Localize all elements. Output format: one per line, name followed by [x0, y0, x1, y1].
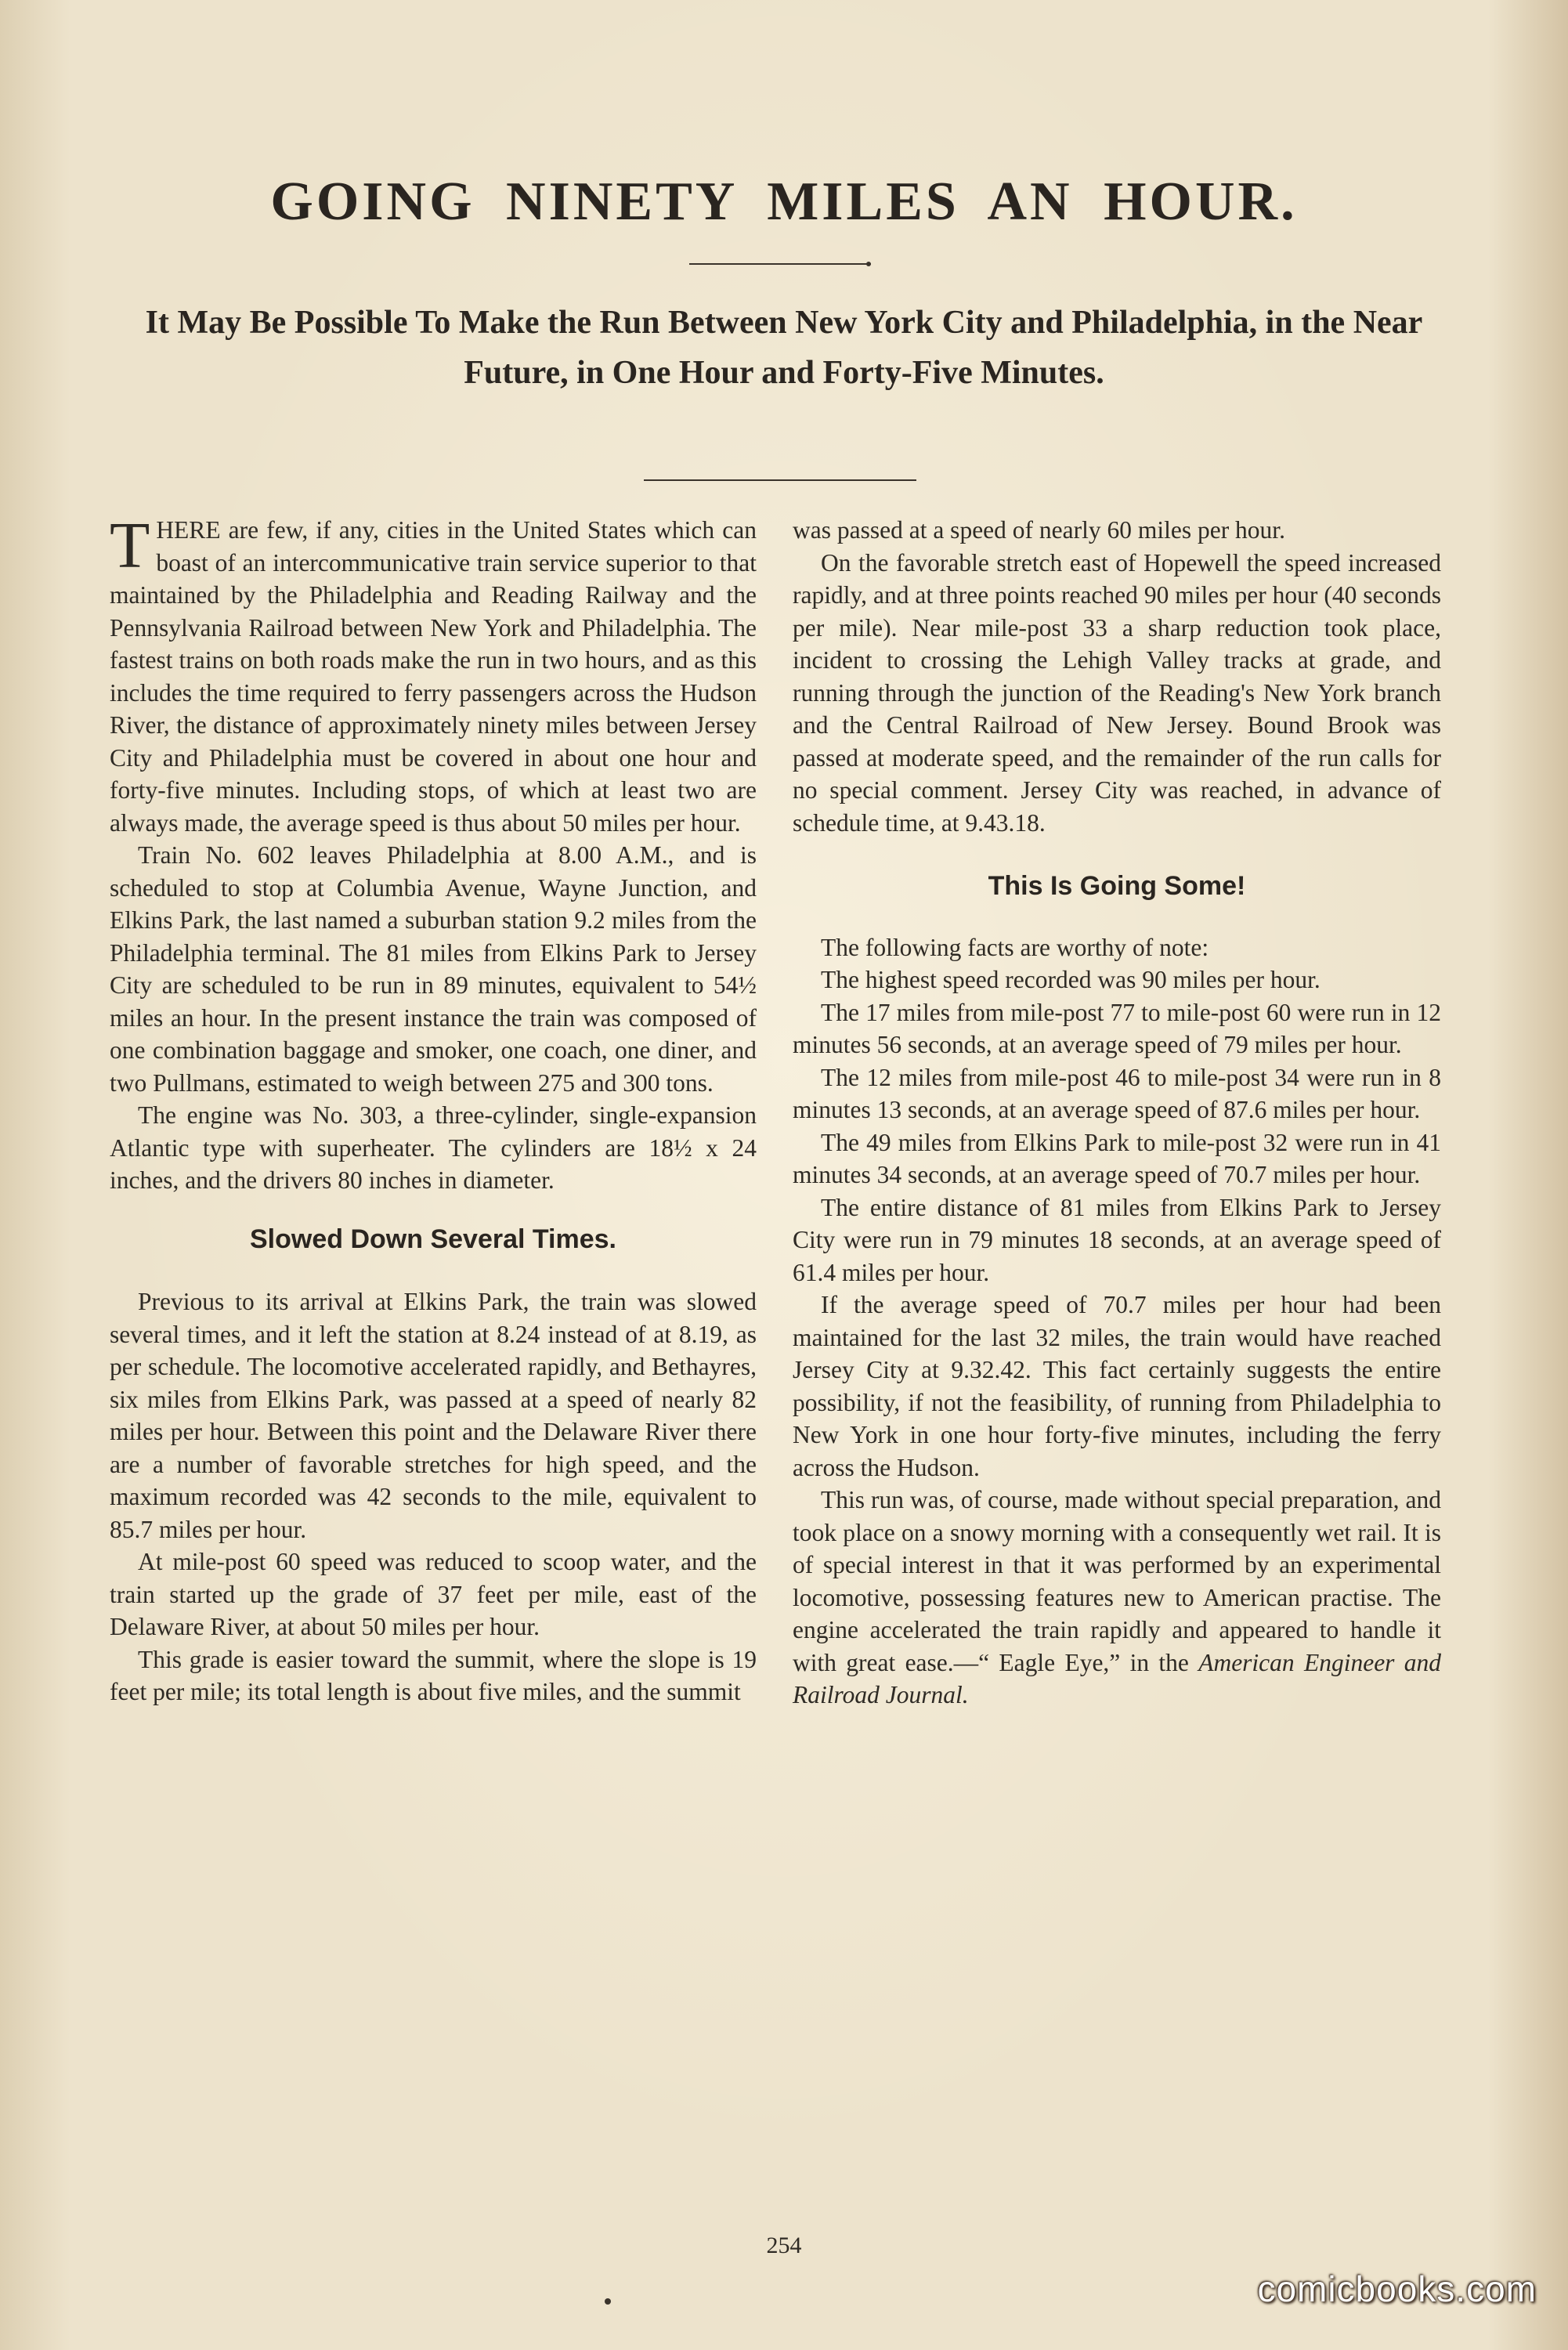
paragraph: At mile-post 60 speed was reduced to scoop water, and the train started up the grade of 37 feet per mile, east of the Delaware River, at about 50 miles per hour. — [110, 1548, 757, 1640]
paragraph: This grade is easier toward the summit, where the slope is 19 feet per mile; its total length is about five miles, and the summit — [110, 1645, 757, 1705]
paragraph: The 17 miles from mile-post 77 to mile-post 60 were run in 12 minutes 56 seconds, at an average speed of 79 miles per hour. — [793, 998, 1441, 1058]
watermark: comicbooks.com — [1257, 2269, 1537, 2309]
paragraph: The engine was No. 303, a three-cylinder, single-expansion Atlantic type with superheater. The cylinders are 18½ x 24 inches, and the drivers 80 inches in diameter. — [110, 1101, 757, 1194]
paragraph: was passed at a speed of nearly 60 miles per hour. — [793, 516, 1285, 544]
paragraph: This run was, of course, made without special preparation, and took place on a snowy morning with a consequently wet rail. It is of special interest in that it was performed by an experimental locomotive, possessing features new to American practise. The engine accelerated the train rapidly and appeared to handle it with great ease.—“ Eagle Eye,” in the American Engineer and Railroad Journal. — [793, 1486, 1441, 1708]
page-number: 254 — [766, 2232, 802, 2258]
print-mark — [605, 2298, 611, 2305]
section-heading: Slowed Down Several Times. — [250, 1224, 616, 1254]
paragraph: The 49 miles from Elkins Park to mile-post 32 were run in 41 minutes 34 seconds, at an average speed of 70.7 miles per hour. — [793, 1128, 1441, 1188]
subtitle-divider — [644, 479, 916, 481]
right-column — [793, 514, 1441, 1712]
paragraph: The 12 miles from mile-post 46 to mile-post 34 were run in 8 minutes 13 seconds, at an average speed of 87.6 miles per hour. — [793, 1063, 1441, 1123]
section-heading: This Is Going Some! — [988, 871, 1246, 901]
drop-cap: T — [110, 509, 150, 582]
source-citation: American Engineer and Railroad Journal. — [793, 1648, 1441, 1708]
article-title: GOING NINETY MILES AN HOUR. — [270, 172, 1298, 232]
paragraph: THERE are few, if any, cities in the United States which can boast of an intercommunicative train service superior to that maintained by the Philadelphia and Reading Railway and the Pennsylvania Railroad between New York and Philadelphia. The fastest trains on both roads make the run in two hours, and as this includes the time required to ferry passengers across the Hudson River, the distance of approximately ninety miles between Jersey City and Philadelphia must be covered in about one hour and forty-five minutes. Including stops, of which at least two are always made, the average speed is thus about 50 miles per hour. — [110, 509, 757, 837]
paragraph: If the average speed of 70.7 miles per hour had been maintained for the last 32 miles, the train would have reached Jersey City at 9.32.42. This fact certainly suggests the entire possibility, if not the feasibility, of running from Philadelphia to New York in one hour forty-five minutes, including the ferry across the Hudson. — [793, 1291, 1441, 1481]
paragraph: The highest speed recorded was 90 miles per hour. — [821, 966, 1321, 993]
paragraph: The entire distance of 81 miles from Elkins Park to Jersey City were run in 79 minutes 18 seconds, at an average speed of 61.4 miles per hour. — [793, 1193, 1441, 1286]
title-divider — [689, 263, 871, 265]
article-subtitle: It May Be Possible To Make the Run Between New York City and Philadelphia, in the Near Future, in One Hour and Forty-Five Minutes. — [145, 305, 1423, 391]
paragraph: Train No. 602 leaves Philadelphia at 8.00 A.M., and is scheduled to stop at Columbia Avenue, Wayne Junction, and Elkins Park, the last named a suburban station 9.2 miles from the Philadelphia terminal. The 81 miles from Elkins Park to Jersey City are scheduled to be run in 89 minutes, equivalent to 54½ miles an hour. In the present instance the train was composed of one combination baggage and smoker, one coach, one diner, and two Pullmans, estimated to weigh between 275 and 300 tons. — [110, 841, 757, 1097]
paragraph: Previous to its arrival at Elkins Park, the train was slowed several times, and it left the station at 8.24 instead of at 8.19, as per schedule. The locomotive accelerated rapidly, and Bethayres, six miles from Elkins Park, was passed at a speed of nearly 82 miles per hour. Between this point and the Delaware River there are a number of favorable stretches for high speed, and the maximum recorded was 42 seconds to the mile, equivalent to 85.7 miles per hour. — [110, 1288, 757, 1543]
paragraph: The following facts are worthy of note: — [821, 933, 1209, 961]
paragraph: On the favorable stretch east of Hopewell the speed increased rapidly, and at three points reached 90 miles per hour (40 seconds per mile). Near mile-post 33 a sharp reduction took place, incident to crossing the Lehigh Valley tracks at grade, and running through the junction of the Reading's New York branch and the Central Railroad of New Jersey. Bound Brook was passed at moderate speed, and the remainder of the run calls for no special comment. Jersey City was reached, in advance of schedule time, at 9.43.18. — [793, 548, 1441, 837]
left-column — [110, 509, 757, 1708]
